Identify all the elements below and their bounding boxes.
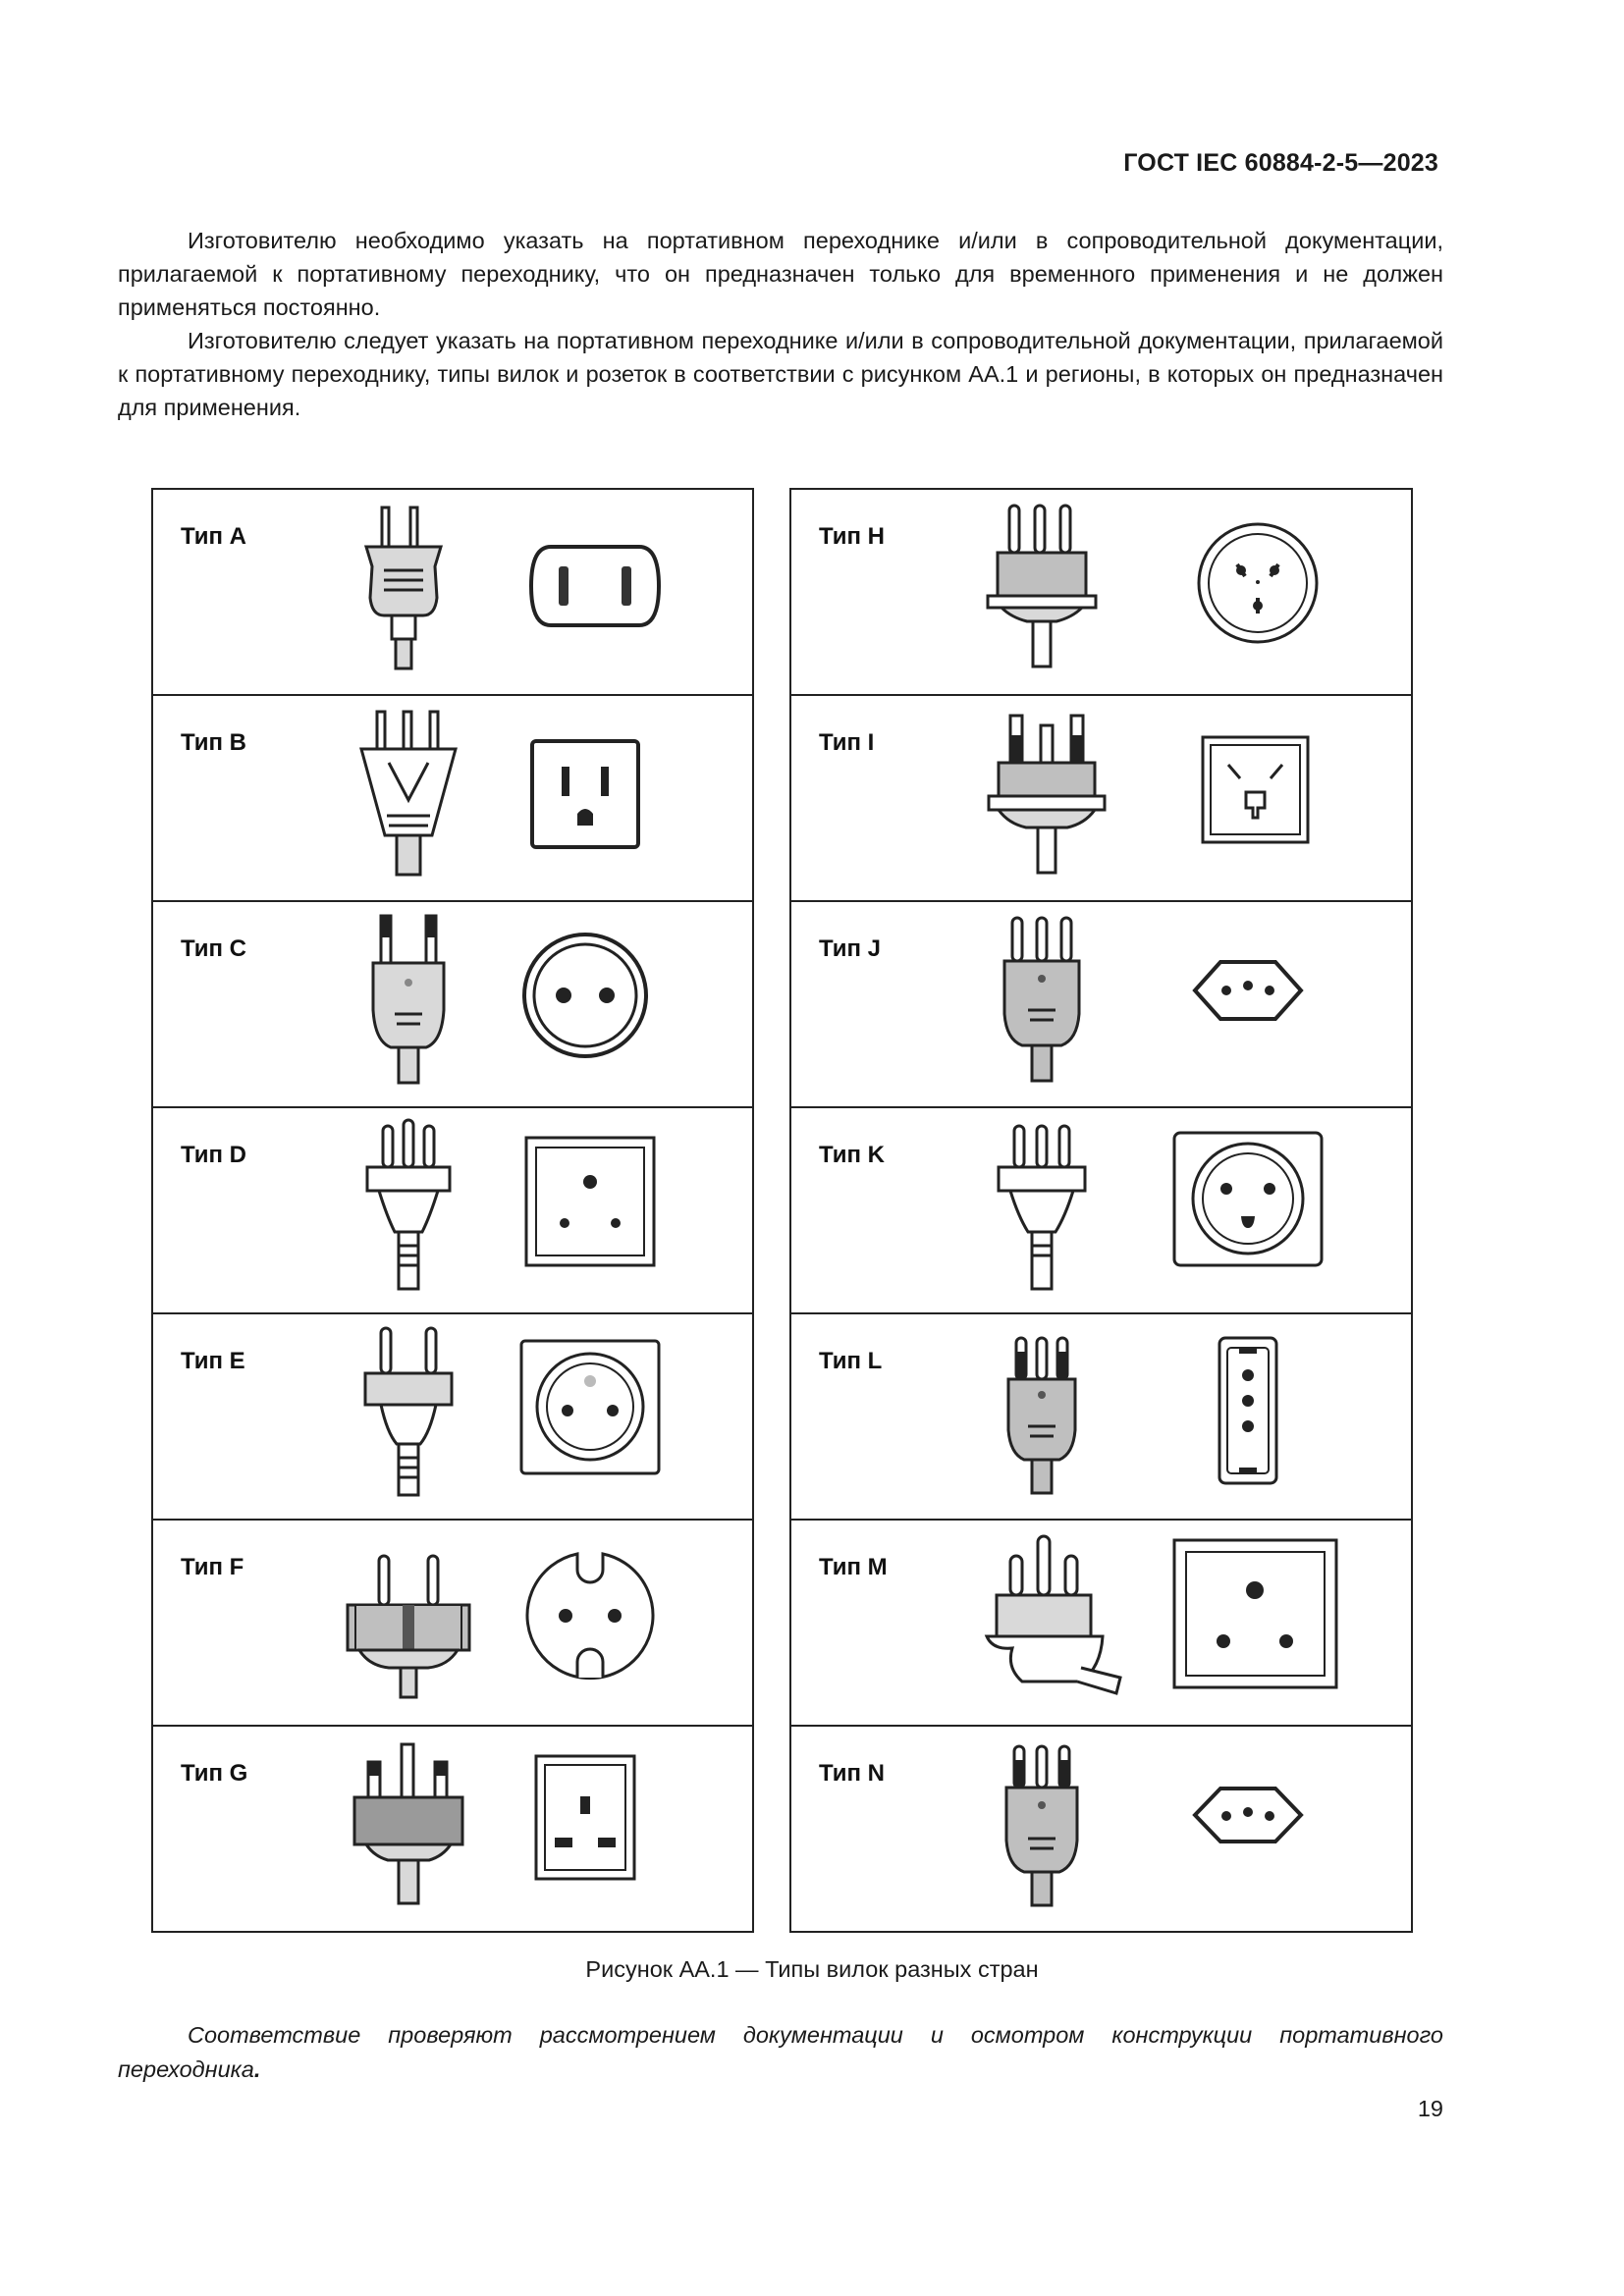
socket-type-n-icon [1189,1781,1307,1849]
plug-type-cell [791,1312,1411,1519]
plug-type-cell [153,1312,752,1519]
plug-type-label: Тип L [819,1348,883,1374]
plug-type-n-icon [983,1736,1101,1913]
socket-type-j-icon [1189,956,1307,1025]
plug-type-k-icon [983,1118,1101,1295]
socket-type-d-icon [521,1133,659,1270]
plug-type-cell [153,1519,752,1725]
plug-type-label: Тип F [181,1554,244,1580]
figure-right-column [789,488,1413,1933]
socket-type-c-icon [516,927,654,1064]
paragraph: Изготовителю необходимо указать на портативном переходнике и/или в сопроводительной документации, прилагаемой к портативному переходнику, что он предназначен только для временного применения и не должен применяться постоянно. [118,228,1443,320]
plug-type-cell [791,490,1411,694]
document-code-header: ГОСТ IEC 60884-2-5—2023 [1123,149,1438,177]
plug-type-cell [791,900,1411,1106]
socket-type-k-icon [1169,1128,1326,1270]
plug-type-cell [791,1519,1411,1725]
plug-type-g-icon [345,1736,472,1913]
plug-type-h-icon [978,500,1106,676]
socket-type-l-icon [1214,1332,1282,1489]
conclusion-period: . [253,2056,261,2082]
socket-type-f-icon [516,1542,664,1689]
plug-type-label: Тип I [819,729,875,756]
plug-type-label: Тип H [819,523,885,550]
plug-type-c-icon [350,912,467,1089]
plug-type-label: Тип D [181,1142,246,1168]
plug-type-label: Тип C [181,935,246,962]
plug-type-l-icon [983,1324,1101,1501]
socket-type-b-icon [526,735,644,853]
plug-type-m-icon [983,1530,1130,1707]
paragraph: Изготовителю следует указать на портативном переходнике и/или в сопроводительной документации, прилагаемой к портативному переходнику, типы вилок и розеток в соответствии с рисунком АА.1 и регионы, в которых он предназначен для применения. [118,328,1443,420]
plug-type-label: Тип N [819,1760,885,1787]
plug-type-j-icon [983,912,1101,1089]
plug-type-cell [153,900,752,1106]
plug-type-label: Тип G [181,1760,248,1787]
plug-type-label: Тип M [819,1554,888,1580]
plug-type-f-icon [340,1540,477,1707]
figure-left-column [151,488,754,1933]
plug-type-label: Тип A [181,523,246,550]
conclusion-paragraph [118,2018,1443,2087]
plug-type-label: Тип E [181,1348,245,1374]
plug-type-cell [791,694,1411,900]
plug-type-e-icon [350,1324,467,1501]
plug-type-d-icon [350,1118,467,1295]
plug-type-cell [791,1106,1411,1312]
plug-type-a-icon [345,500,462,676]
body-text [118,224,1443,424]
plug-type-cell [791,1725,1411,1931]
conclusion-text [118,2018,1443,2087]
socket-type-g-icon [531,1751,639,1884]
socket-type-h-icon [1194,519,1322,647]
plug-type-i-icon [983,706,1110,882]
conclusion-sentence: Соответствие проверяют рассмотрением документации и осмотром конструкции портативного переходника [118,2022,1443,2082]
socket-type-a-icon [526,537,664,635]
socket-type-m-icon [1169,1535,1341,1692]
page-number: 19 [1417,2096,1443,2121]
socket-type-e-icon [516,1336,664,1478]
figure-caption: Рисунок АА.1 — Типы вилок разных стран [585,1956,1039,1982]
plug-type-cell [153,1106,752,1312]
plug-type-label: Тип K [819,1142,885,1168]
socket-type-i-icon [1199,733,1312,846]
plug-type-label: Тип J [819,935,882,962]
plug-type-cell [153,490,752,694]
plug-type-b-icon [350,706,467,882]
plug-type-cell [153,1725,752,1931]
plug-type-cell [153,694,752,900]
plug-type-label: Тип B [181,729,246,756]
